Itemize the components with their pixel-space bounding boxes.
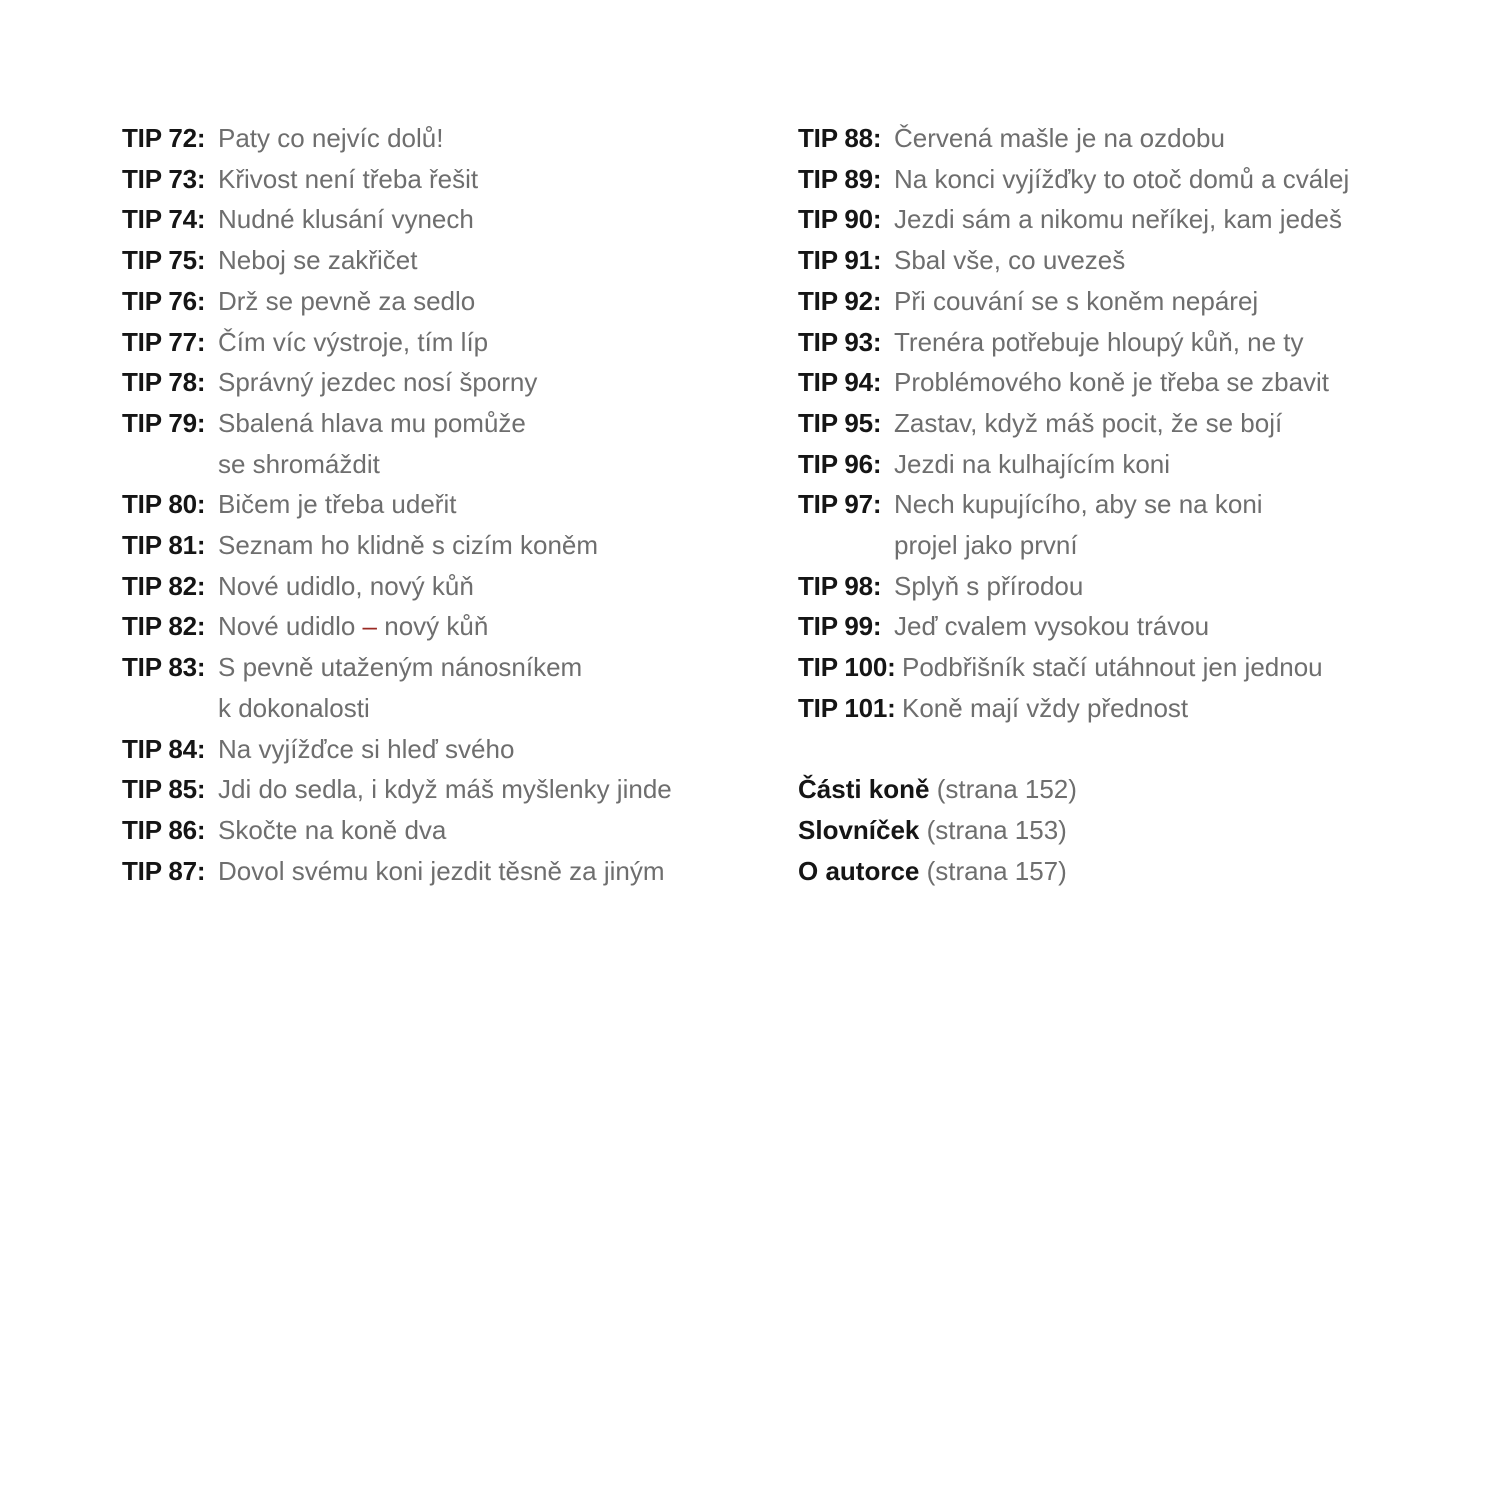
tip-text: Podbřišník stačí utáhnout jen jednou bbox=[902, 652, 1323, 683]
tip-79 bbox=[122, 403, 762, 484]
extra-title: Části koně bbox=[798, 774, 930, 805]
tip-text: Paty co nejvíc dolů! bbox=[218, 123, 444, 153]
tip-text: Dovol svému koni jezdit těsně za jiným bbox=[218, 855, 665, 886]
tip-text: Na vyjížďce si hleď svého bbox=[218, 733, 515, 764]
tip-label: TIP 92: bbox=[798, 285, 882, 316]
tip-92 bbox=[798, 281, 1438, 322]
tip-text bbox=[218, 403, 526, 484]
tip-text: Jezdi sám a nikomu neříkej, kam jedeš bbox=[894, 204, 1342, 235]
tip-78 bbox=[122, 362, 762, 403]
tip-label: TIP 100: bbox=[798, 652, 896, 683]
tip-74 bbox=[122, 199, 762, 240]
tip-text: Čím víc výstroje, tím líp bbox=[218, 326, 489, 357]
tip-93 bbox=[798, 322, 1438, 363]
tip-label: TIP 87: bbox=[122, 855, 206, 886]
tip-76 bbox=[122, 281, 762, 322]
tip-text: Červená mašle je na ozdobu bbox=[894, 123, 1225, 153]
tip-88 bbox=[798, 118, 1438, 159]
tip-text-line-1: S pevně utaženým nánosníkem bbox=[218, 652, 583, 683]
tip-text: Sbal vše, co uvezeš bbox=[894, 245, 1126, 276]
tip-98 bbox=[798, 566, 1438, 607]
tip-label: TIP 78: bbox=[122, 367, 206, 398]
tip-label: TIP 72: bbox=[122, 123, 206, 153]
tip-85 bbox=[122, 769, 762, 810]
tip-text: Bičem je třeba udeřit bbox=[218, 489, 457, 520]
tip-99 bbox=[798, 606, 1438, 647]
tip-text: Drž se pevně za sedlo bbox=[218, 285, 476, 316]
tip-text: Seznam ho klidně s cizím koněm bbox=[218, 530, 599, 561]
tip-label: TIP 82: bbox=[122, 611, 206, 642]
tip-label: TIP 86: bbox=[122, 814, 206, 845]
tip-label: TIP 93: bbox=[798, 326, 882, 357]
tip-text: Na konci vyjížďky to otoč domů a cválej bbox=[894, 163, 1350, 194]
tip-83 bbox=[122, 647, 762, 728]
tip-label: TIP 89: bbox=[798, 163, 882, 194]
tip-text-line-2: k dokonalosti bbox=[218, 692, 370, 723]
tip-label: TIP 79: bbox=[122, 407, 206, 438]
tip-73 bbox=[122, 159, 762, 200]
tip-86 bbox=[122, 810, 762, 851]
tip-text: Nudné klusání vynech bbox=[218, 204, 474, 235]
tip-80 bbox=[122, 484, 762, 525]
extra-o-autorce bbox=[798, 851, 1438, 892]
tip-label: TIP 97: bbox=[798, 489, 882, 520]
extra-casti-kone bbox=[798, 769, 1438, 810]
extra-page: (strana 153) bbox=[926, 814, 1067, 845]
tip-text: Jeď cvalem vysokou trávou bbox=[894, 611, 1210, 642]
tip-94 bbox=[798, 362, 1438, 403]
tip-text bbox=[894, 484, 1263, 565]
tip-75 bbox=[122, 240, 762, 281]
tip-text: Skočte na koně dva bbox=[218, 814, 447, 845]
tip-text-before: Nové udidlo bbox=[218, 611, 363, 642]
tip-81 bbox=[122, 525, 762, 566]
tip-84 bbox=[122, 729, 762, 770]
tip-text: Neboj se zakřičet bbox=[218, 245, 418, 276]
tip-text-line-2: se shromáždit bbox=[218, 448, 380, 479]
tip-96 bbox=[798, 444, 1438, 485]
extra-title: Slovníček bbox=[798, 814, 920, 845]
tip-label: TIP 73: bbox=[122, 163, 206, 194]
extra-slovnicek bbox=[798, 810, 1438, 851]
tip-text: Správný jezdec nosí šporny bbox=[218, 367, 538, 398]
tip-label: TIP 98: bbox=[798, 570, 882, 601]
extra-page: (strana 152) bbox=[936, 774, 1077, 805]
tip-101 bbox=[798, 688, 1438, 729]
extra-title: O autorce bbox=[798, 855, 920, 886]
tip-82 bbox=[122, 566, 762, 607]
red-dash: – bbox=[362, 611, 378, 642]
tip-label: TIP 81: bbox=[122, 530, 206, 561]
tip-label: TIP 80: bbox=[122, 489, 206, 520]
tip-text: Zastav, když máš pocit, že se bojí bbox=[894, 407, 1283, 438]
tip-label: TIP 85: bbox=[122, 774, 206, 805]
tip-text-line-1: Sbalená hlava mu pomůže bbox=[218, 407, 526, 438]
tip-label: TIP 99: bbox=[798, 611, 882, 642]
tip-77 bbox=[122, 322, 762, 363]
tip-text: Při couvání se s koněm nepárej bbox=[894, 285, 1259, 316]
tip-text: Jdi do sedla, i když máš myšlenky jinde bbox=[218, 774, 672, 805]
extra-page: (strana 157) bbox=[926, 855, 1067, 886]
tip-label: TIP 101: bbox=[798, 692, 896, 723]
tip-72 bbox=[122, 118, 762, 159]
tip-text: Problémového koně je třeba se zbavit bbox=[894, 367, 1330, 398]
tip-label: TIP 88: bbox=[798, 123, 882, 153]
tip-label: TIP 96: bbox=[798, 448, 882, 479]
tip-text: Jezdi na kulhajícím koni bbox=[894, 448, 1171, 479]
tip-text bbox=[218, 606, 488, 647]
tip-text bbox=[218, 647, 582, 728]
tip-label: TIP 82: bbox=[122, 570, 206, 601]
tip-label: TIP 76: bbox=[122, 285, 206, 316]
tip-label: TIP 90: bbox=[798, 204, 882, 235]
tip-text-after: nový kůň bbox=[377, 611, 489, 642]
tip-87 bbox=[122, 851, 762, 892]
tip-label: TIP 84: bbox=[122, 733, 206, 764]
tip-95 bbox=[798, 403, 1438, 444]
tip-text: Křivost není třeba řešit bbox=[218, 163, 479, 194]
tip-100 bbox=[798, 647, 1438, 688]
tip-97 bbox=[798, 484, 1438, 565]
tip-label: TIP 75: bbox=[122, 245, 206, 276]
tip-90 bbox=[798, 199, 1438, 240]
tip-text-line-1: Nech kupujícího, aby se na koni bbox=[894, 489, 1263, 520]
tip-label: TIP 77: bbox=[122, 326, 206, 357]
tip-text: Splyň s přírodou bbox=[894, 570, 1084, 601]
tip-label: TIP 91: bbox=[798, 245, 882, 276]
section-spacer bbox=[798, 729, 1438, 770]
tip-text: Trenéra potřebuje hloupý kůň, ne ty bbox=[894, 326, 1304, 357]
tip-text: Nové udidlo, nový kůň bbox=[218, 570, 474, 601]
tips-left-column bbox=[122, 118, 762, 891]
tip-text: Koně mají vždy přednost bbox=[902, 692, 1189, 723]
tips-right-column bbox=[798, 118, 1438, 891]
tip-89 bbox=[798, 159, 1438, 200]
tip-text-line-2: projel jako první bbox=[894, 530, 1078, 561]
tip-label: TIP 94: bbox=[798, 367, 882, 398]
tip-label: TIP 95: bbox=[798, 407, 882, 438]
tip-82-dash bbox=[122, 606, 762, 647]
tip-91 bbox=[798, 240, 1438, 281]
tip-label: TIP 83: bbox=[122, 652, 206, 683]
tip-label: TIP 74: bbox=[122, 204, 206, 235]
